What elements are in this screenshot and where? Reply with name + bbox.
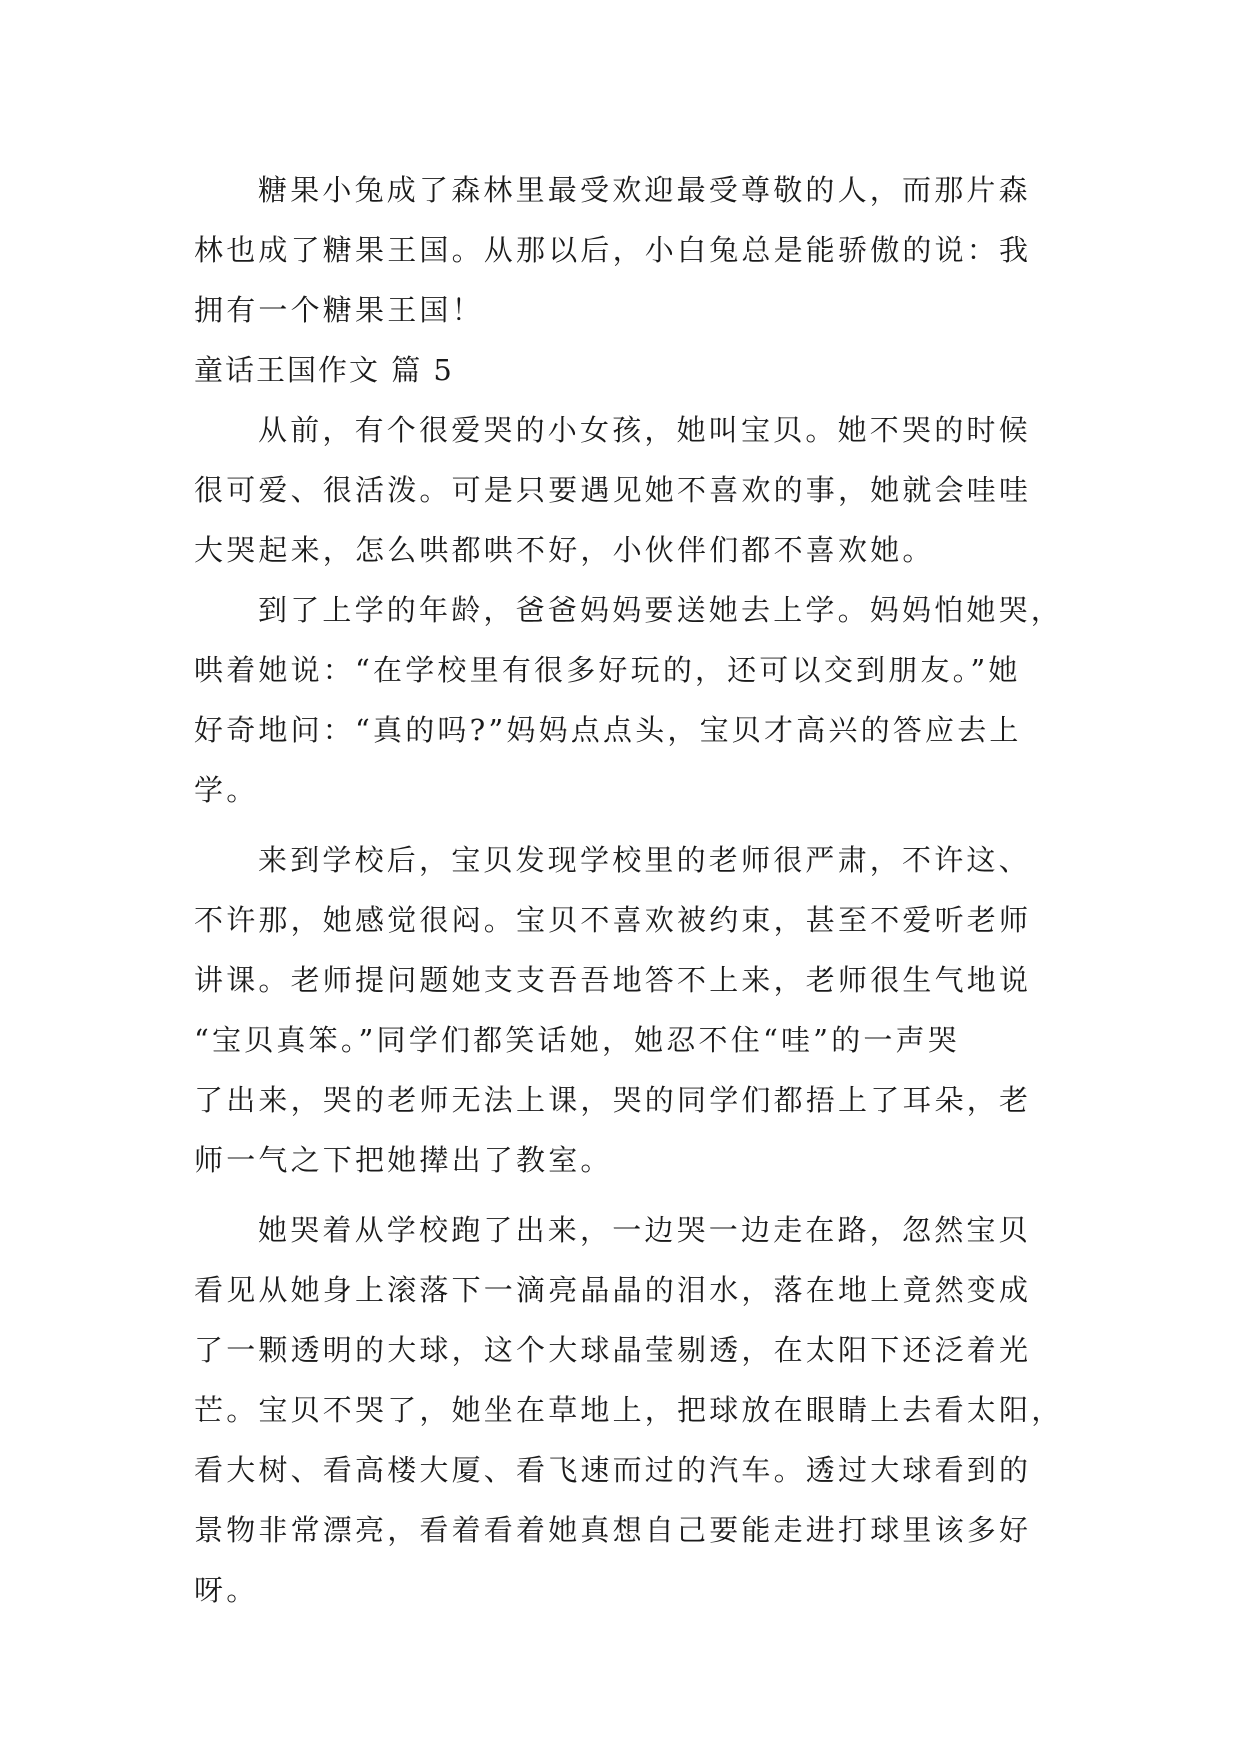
section-heading: 童话王国作文 篇 5 — [194, 353, 454, 387]
text-line: 很可爱、很活泼。可是只要遇见她不喜欢的事，她就会哇哇 — [194, 473, 1032, 507]
text-line: 到了上学的年龄，爸爸妈妈要送她去上学。妈妈怕她哭， — [258, 593, 1064, 627]
text-line: 师一气之下把她撵出了教室。 — [194, 1143, 613, 1177]
text-line: 了出来，哭的老师无法上课，哭的同学们都捂上了耳朵，老 — [194, 1083, 1032, 1117]
text-line: 她哭着从学校跑了出来，一边哭一边走在路，忽然宝贝 — [258, 1213, 1031, 1247]
text-line: 糖果小兔成了森林里最受欢迎最受尊敬的人，而那片森 — [258, 173, 1031, 207]
text-line: 林也成了糖果王国。从那以后，小白兔总是能骄傲的说：我 — [194, 233, 1032, 267]
paragraph-gap — [194, 1190, 1054, 1200]
paragraph-candy-kingdom — [194, 160, 1054, 340]
text-line: 了一颗透明的大球，这个大球晶莹剔透，在太阳下还泛着光 — [194, 1333, 1032, 1367]
text-line: 看见从她身上滚落下一滴亮晶晶的泪水，落在地上竟然变成 — [194, 1273, 1032, 1307]
text-line: 好奇地问：“真的吗?”妈妈点点头，宝贝才高兴的答应去上 — [194, 713, 1022, 747]
document-page — [194, 160, 1064, 1620]
text-line: 芒。宝贝不哭了，她坐在草地上，把球放在眼睛上去看太阳， — [194, 1393, 1064, 1427]
text-line: 来到学校后，宝贝发现学校里的老师很严肃，不许这、 — [258, 843, 1031, 877]
text-line: 大哭起来，怎么哄都哄不好，小伙伴们都不喜欢她。 — [194, 533, 935, 567]
text-line: 学。 — [194, 773, 259, 807]
text-line: 不许那，她感觉很闷。宝贝不喜欢被约束，甚至不爱听老师 — [194, 903, 1032, 937]
paragraph-at-school — [194, 830, 1054, 1190]
paragraph-gap — [194, 820, 1054, 830]
text-line: 拥有一个糖果王国！ — [194, 293, 484, 327]
text-line: 看大树、看高楼大厦、看飞速而过的汽车。透过大球看到的 — [194, 1453, 1032, 1487]
text-line: 呀。 — [194, 1573, 259, 1607]
text-line: 讲课。老师提问题她支支吾吾地答不上来，老师很生气地说 — [194, 963, 1032, 997]
paragraph-crystal-ball — [194, 1200, 1064, 1620]
paragraph-going-to-school — [194, 580, 1064, 820]
text-line: “宝贝真笨。”同学们都笑话她，她忍不住“哇”的一声哭 — [194, 1023, 961, 1057]
text-line: 从前，有个很爱哭的小女孩，她叫宝贝。她不哭的时候 — [258, 413, 1031, 447]
text-line: 景物非常漂亮，看着看着她真想自己要能走进打球里该多好 — [194, 1513, 1032, 1547]
text-line: 哄着她说：“在学校里有很多好玩的，还可以交到朋友。”她 — [194, 653, 1021, 687]
paragraph-intro-baobei — [194, 400, 1054, 580]
